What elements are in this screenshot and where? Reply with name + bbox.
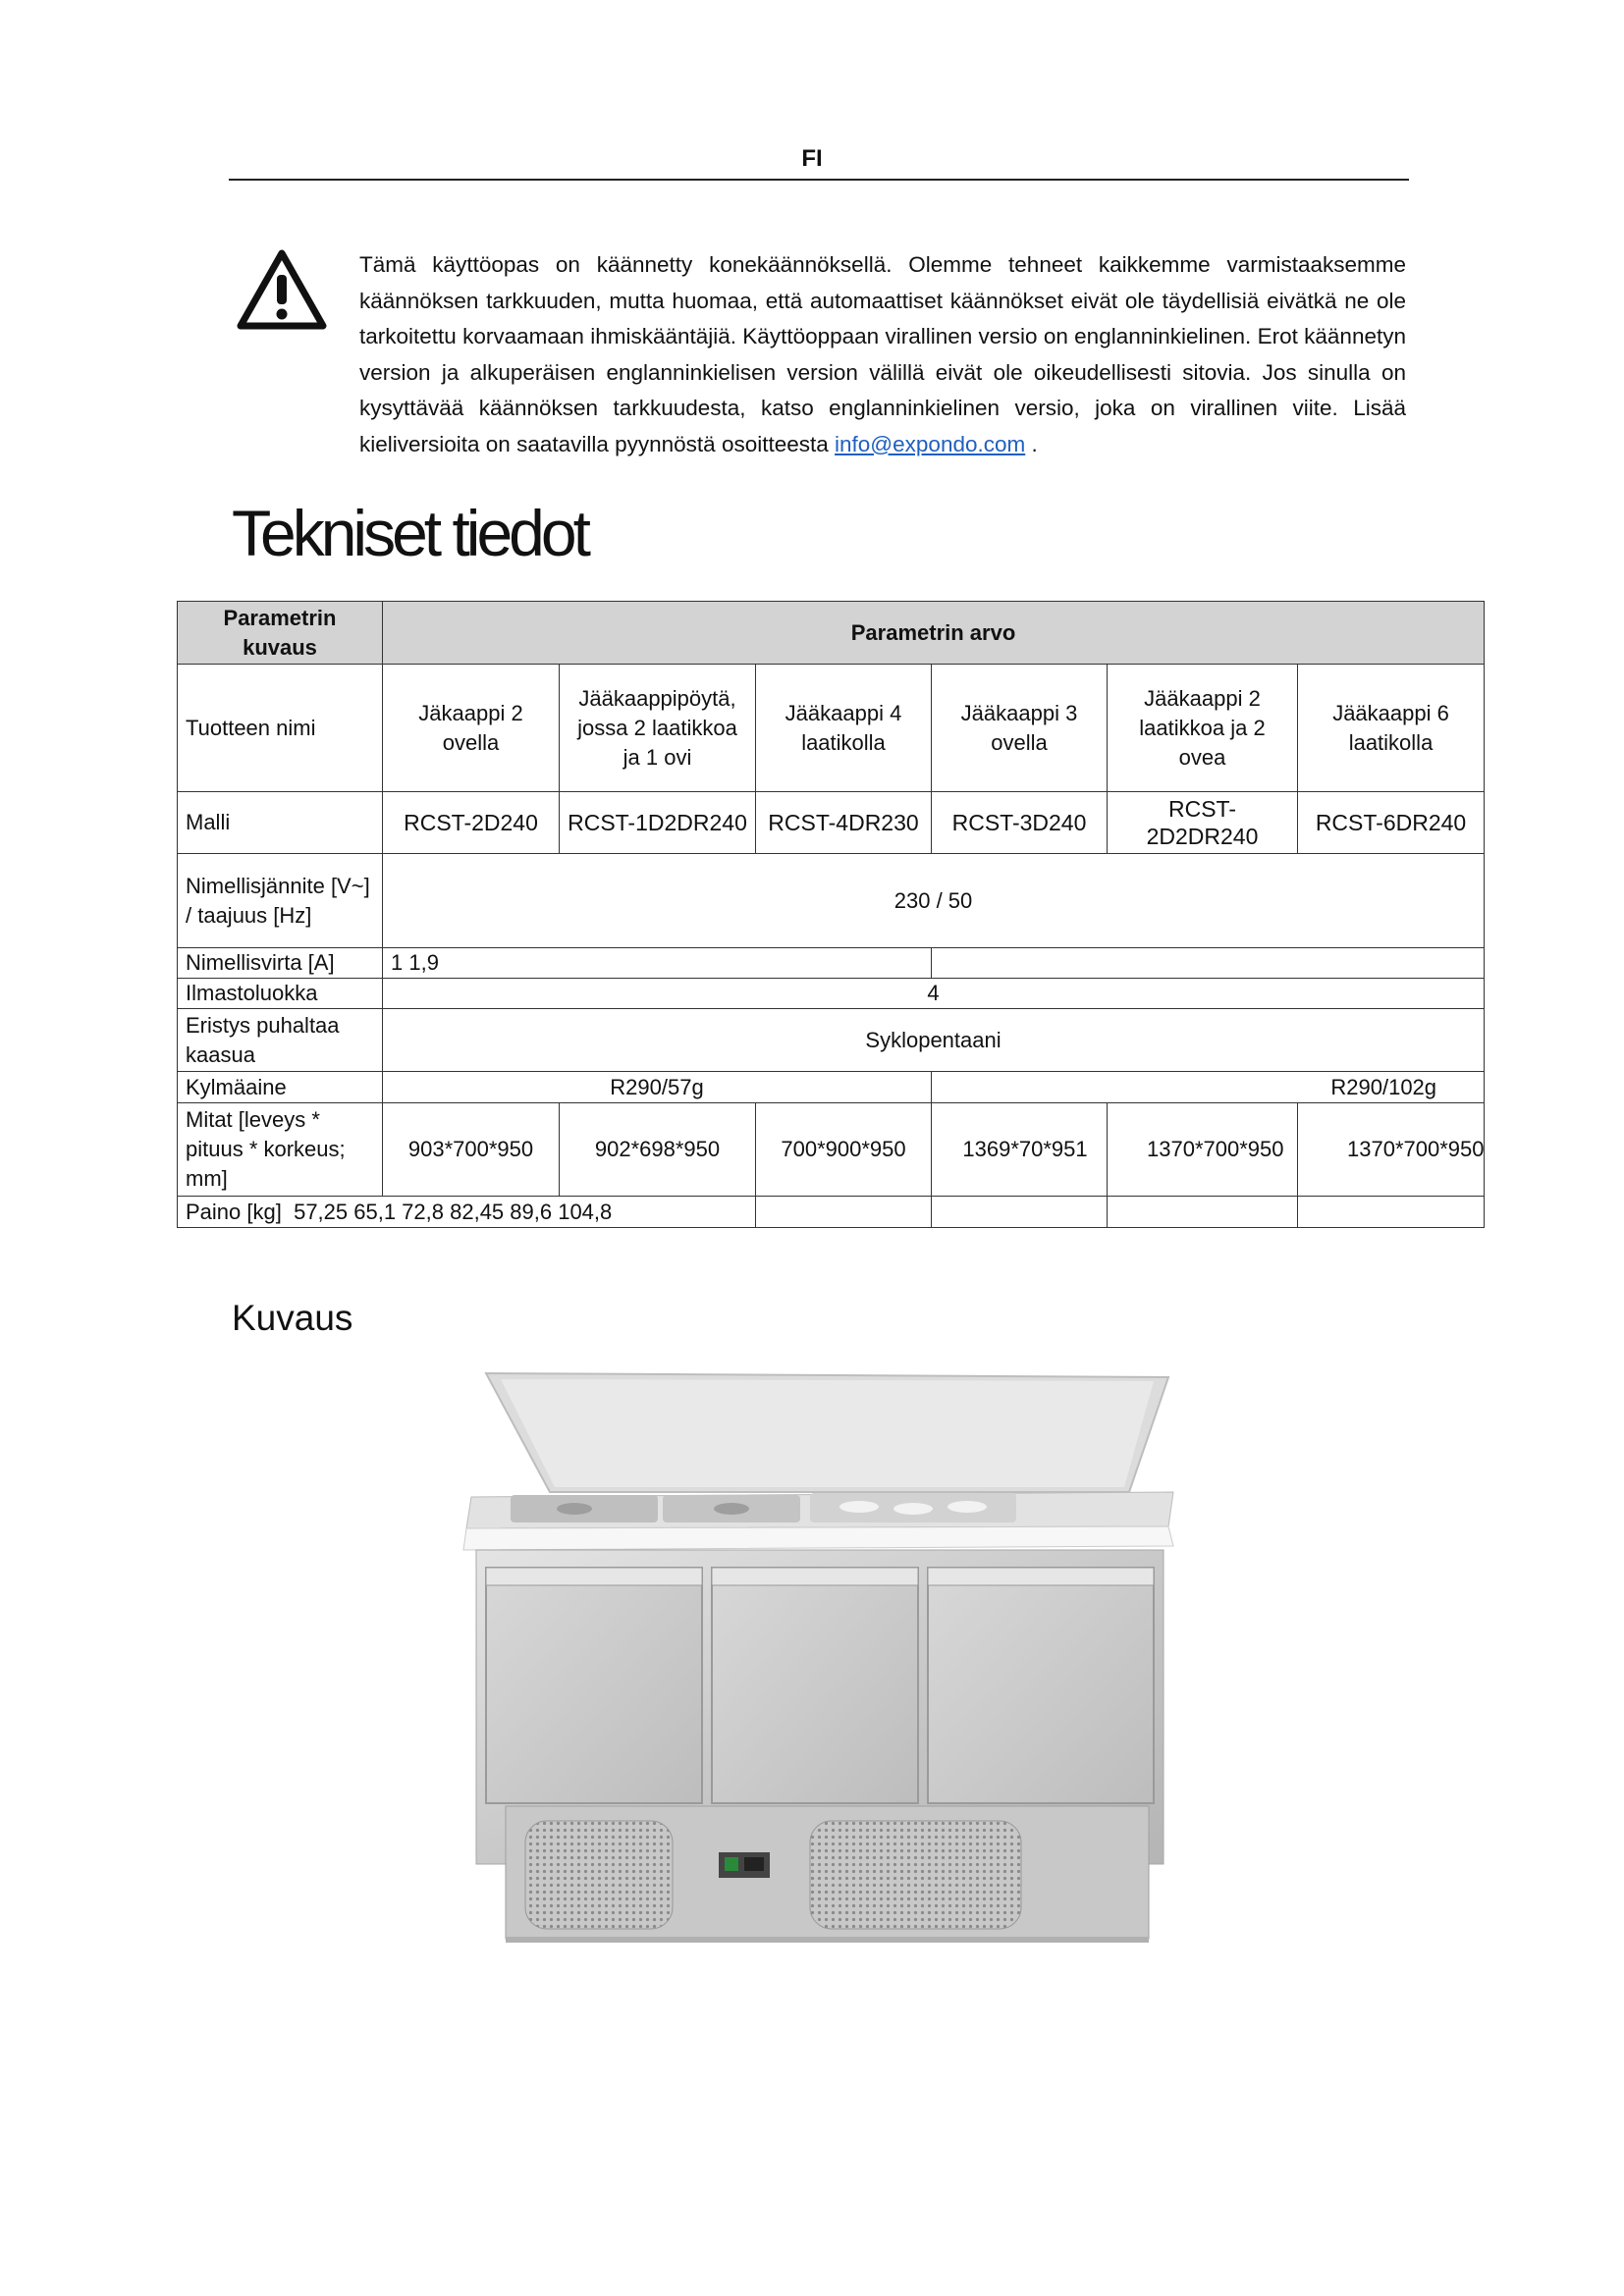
description-title: Kuvaus <box>232 1298 353 1338</box>
product-name-cell: Jäkaappi 2 ovella <box>383 665 560 792</box>
product-name-cell: Jääkaappi 6 laatikolla <box>1298 665 1485 792</box>
language-code: FI <box>801 145 823 172</box>
empty-cell <box>932 948 1485 979</box>
row-label: Nimellisjännite [V~] / taajuus [Hz] <box>178 854 383 948</box>
header-value-cell: Parametrin arvo <box>383 602 1485 665</box>
table-row <box>178 979 1485 1009</box>
dims-cell: 1370*700*950 <box>1298 1103 1485 1197</box>
dims-cell: 700*900*950 <box>756 1103 932 1197</box>
insulation-value: Syklopentaani <box>383 1009 1485 1072</box>
weight-values: 57,25 65,1 72,8 82,45 89,6 104,8 <box>294 1199 613 1224</box>
row-label: Nimellisvirta [A] <box>178 948 383 979</box>
row-label: Malli <box>178 792 383 854</box>
dims-cell: 903*700*950 <box>383 1103 560 1197</box>
empty-cell <box>756 1197 932 1228</box>
table-row <box>178 1103 1485 1197</box>
empty-cell <box>1108 1197 1298 1228</box>
refrigerant-left: R290/57g <box>383 1072 932 1103</box>
model-cell: RCST-2D240 <box>383 792 560 854</box>
dims-cell: 1369*70*951 <box>932 1103 1108 1197</box>
table-row <box>178 1009 1485 1072</box>
product-name-cell: Jääkaappi 4 laatikolla <box>756 665 932 792</box>
climate-value: 4 <box>383 979 1485 1009</box>
notice-text: Tämä käyttöopas on käännetty konekäännöksellä. Olemme tehneet kaikkemme varmistaaksemme käännöksen tarkkuuden, mutta huomaa, että automaattiset käännökset eivät ole täydellisiä eivätkä ne ole tarkoitettu korvaamaan ihmiskääntäjiä. Käyttöoppaan virallinen versio on englanninkielinen. Erot käännetyn version ja alkuperäisen englanninkielisen version välillä eivät ole oikeudellisesti sitovia. Jos sinulla on kysyttävää käännöksen tarkkuudesta, katso englanninkielinen versio, joka on virallinen viite. Lisää kieliversioita on saatavilla pyynnöstä osoitteesta <box>359 252 1406 456</box>
current-value: 1 1,9 <box>383 948 932 979</box>
table-row <box>178 665 1485 792</box>
empty-cell <box>1298 1197 1485 1228</box>
notice-end: . <box>1025 431 1038 456</box>
product-name-cell: Jääkaappipöytä, jossa 2 laatikkoa ja 1 ovi <box>560 665 756 792</box>
product-name-cell: Jääkaappi 2 laatikkoa ja 2 ovea <box>1108 665 1298 792</box>
table-row <box>178 948 1485 979</box>
translation-notice <box>359 247 1406 462</box>
model-cell: RCST-1D2DR240 <box>560 792 756 854</box>
empty-cell <box>932 1197 1108 1228</box>
spec-table <box>177 601 1485 1228</box>
header-divider <box>229 179 1409 181</box>
row-label: Mitat [leveys * pituus * korkeus; mm] <box>178 1103 383 1197</box>
header-param-cell: Parametrin kuvaus <box>178 602 383 665</box>
weight-row-content <box>178 1197 756 1228</box>
table-row <box>178 854 1485 948</box>
row-label: Tuotteen nimi <box>178 665 383 792</box>
dims-cell: 1370*700*950 <box>1108 1103 1298 1197</box>
product-name-cell: Jääkaappi 3 ovella <box>932 665 1108 792</box>
refrigerated-counter-image <box>452 1360 1178 1949</box>
model-cell: RCST-3D240 <box>932 792 1108 854</box>
model-cell: RCST-4DR230 <box>756 792 932 854</box>
table-header-row <box>178 602 1485 665</box>
model-cell: RCST-2D2DR240 <box>1108 792 1298 854</box>
row-label: Ilmastoluokka <box>178 979 383 1009</box>
row-label: Eristys puhaltaa kaasua <box>178 1009 383 1072</box>
model-cell: RCST-6DR240 <box>1298 792 1485 854</box>
refrigerant-right: R290/102g <box>932 1072 1485 1103</box>
table-row <box>178 1197 1485 1228</box>
table-row <box>178 1072 1485 1103</box>
warning-icon <box>236 247 328 332</box>
contact-email-link[interactable]: info@expondo.com <box>835 431 1026 456</box>
section-title: Tekniset tiedot <box>232 497 587 569</box>
voltage-value: 230 / 50 <box>383 854 1485 948</box>
table-row <box>178 792 1485 854</box>
row-label: Paino [kg] <box>186 1199 282 1224</box>
row-label: Kylmäaine <box>178 1072 383 1103</box>
dims-cell: 902*698*950 <box>560 1103 756 1197</box>
